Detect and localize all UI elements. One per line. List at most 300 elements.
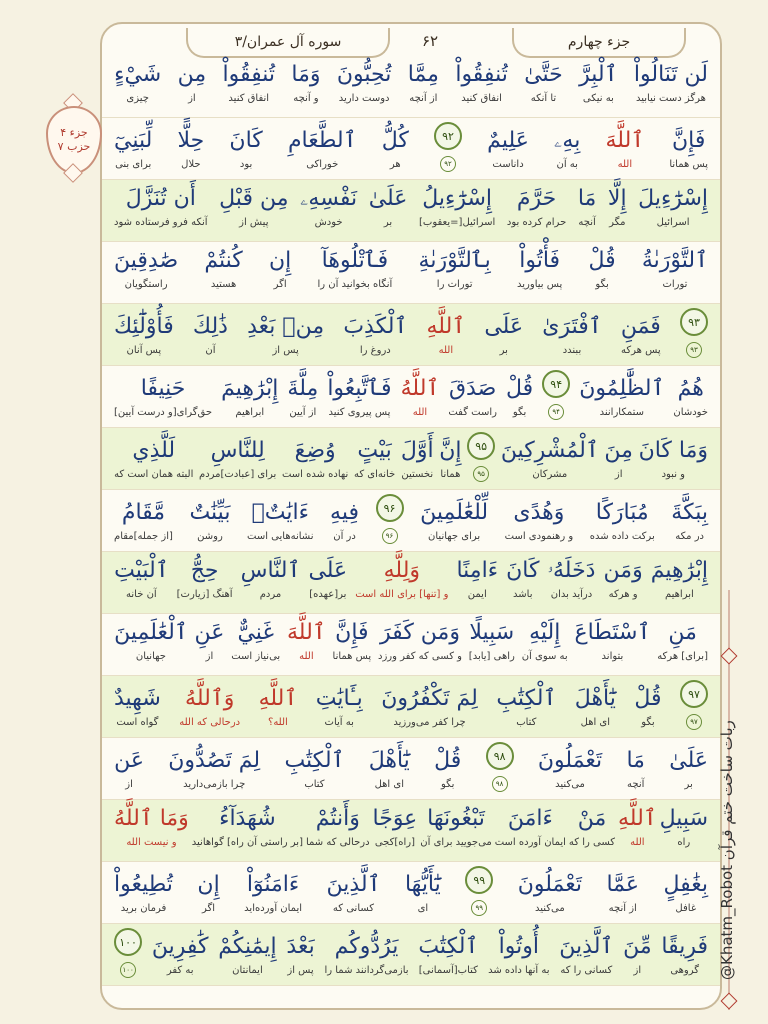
persian-translation: از bbox=[188, 93, 196, 104]
word bbox=[333, 618, 372, 664]
verse-number-small: ۹۴ bbox=[548, 404, 564, 420]
word bbox=[114, 870, 173, 916]
line-words bbox=[114, 494, 708, 544]
persian-translation: نخستین bbox=[401, 469, 434, 480]
arabic-word: إِبْرَٰهِيمَ bbox=[650, 558, 708, 583]
persian-translation: بگو bbox=[641, 717, 655, 728]
line-words bbox=[114, 432, 708, 482]
persian-translation: گواه است bbox=[116, 717, 159, 728]
arabic-word: وَمَا ٱللَّهُ bbox=[114, 806, 189, 831]
arabic-word: لِّبَنِيٓ bbox=[114, 128, 153, 153]
persian-translation: مردم bbox=[259, 589, 282, 600]
arabic-word: وَمَن bbox=[603, 558, 643, 583]
arabic-word: يَرُدُّوكُم bbox=[334, 934, 399, 959]
quran-line bbox=[102, 118, 720, 180]
arabic-word: فَٱتَّبِعُواْ bbox=[327, 376, 392, 401]
word bbox=[608, 184, 627, 230]
arabic-word: إِلَّا bbox=[607, 186, 627, 211]
arabic-word: أَن تُنَزَّلَ bbox=[125, 186, 196, 211]
word bbox=[221, 374, 278, 420]
word bbox=[419, 246, 491, 292]
verse-number-small: ۱۰۰ bbox=[120, 962, 136, 978]
arabic-word: ٱللَّهُ bbox=[400, 376, 440, 401]
word bbox=[177, 556, 233, 602]
persian-translation: در مکه bbox=[675, 531, 704, 542]
persian-translation: آنکه فرو فرستاده شود bbox=[114, 217, 208, 228]
word bbox=[590, 498, 655, 544]
persian-translation: [برای] هرکه bbox=[657, 651, 708, 662]
arabic-word: ذَٰلِكَ bbox=[192, 314, 228, 339]
arabic-word: ٱلظَّٰلِمُونَ bbox=[579, 376, 665, 401]
word bbox=[197, 870, 219, 916]
arabic-word: ٱفْتَرَىٰ bbox=[542, 314, 602, 339]
word bbox=[518, 870, 582, 916]
word bbox=[579, 60, 617, 106]
word bbox=[638, 184, 708, 230]
word bbox=[524, 60, 563, 106]
verse-number-marker bbox=[434, 122, 462, 172]
arabic-word: حَرَّمَ bbox=[516, 186, 557, 211]
word bbox=[308, 556, 347, 602]
arabic-word: وُضِعَ bbox=[294, 438, 336, 463]
arabic-word: فَٱتْلُوهَآ bbox=[321, 248, 389, 273]
quran-line bbox=[102, 924, 720, 986]
surah-title: سوره آل عمران/۳ bbox=[186, 28, 390, 58]
arabic-word: قُلْ bbox=[634, 686, 662, 711]
persian-translation: و نبود bbox=[661, 469, 685, 480]
arabic-word: وَهُدًى bbox=[513, 500, 565, 525]
quran-line bbox=[102, 862, 720, 924]
badge-juz: جزء ۴ bbox=[60, 126, 88, 139]
word bbox=[639, 436, 708, 482]
ornament-diamond-icon bbox=[721, 648, 738, 665]
persian-translation: همانا bbox=[440, 469, 461, 480]
word bbox=[673, 374, 708, 420]
line-words bbox=[114, 866, 708, 916]
persian-translation: کسانی را که bbox=[560, 965, 613, 976]
persian-translation: دوست دارید bbox=[338, 93, 390, 104]
arabic-word: تُنفِقُواْ bbox=[455, 62, 508, 87]
arabic-word: ءَامِنًا bbox=[456, 558, 499, 583]
word bbox=[401, 436, 434, 482]
persian-translation: بر bbox=[499, 345, 508, 356]
verse-number-marker bbox=[467, 432, 495, 482]
word bbox=[114, 804, 189, 850]
word bbox=[657, 618, 708, 664]
word bbox=[231, 618, 280, 664]
word bbox=[506, 556, 539, 602]
word bbox=[606, 870, 639, 916]
persian-translation: می‌کنید bbox=[555, 779, 585, 790]
persian-translation: الله bbox=[412, 407, 428, 418]
persian-translation: خودش bbox=[314, 217, 343, 228]
arabic-word: ءَامَنُوٓاْ bbox=[246, 872, 300, 897]
arabic-word: مِلَّةَ bbox=[287, 376, 319, 401]
arabic-word: ٱسْتَطَاعَ bbox=[574, 620, 651, 645]
arabic-word: لِمَ تَكْفُرُونَ bbox=[381, 686, 478, 711]
arabic-word: مِن قَبْلِ bbox=[219, 186, 289, 211]
persian-translation: هستید bbox=[210, 279, 237, 290]
word bbox=[287, 374, 318, 420]
word bbox=[114, 556, 168, 602]
word bbox=[420, 804, 491, 850]
word bbox=[223, 60, 276, 106]
verse-number: ۹۲ bbox=[434, 122, 462, 150]
word bbox=[578, 184, 597, 230]
persian-translation: و هرکه bbox=[608, 589, 638, 600]
word bbox=[569, 804, 615, 850]
persian-translation: راه bbox=[677, 837, 691, 848]
page-header bbox=[100, 22, 722, 60]
verse-number-marker bbox=[465, 866, 493, 916]
arabic-word: لَلَّذِي bbox=[132, 438, 176, 463]
arabic-word: يَٰٓأَهْلَ bbox=[368, 748, 410, 773]
persian-translation: خوراکی bbox=[306, 159, 339, 170]
arabic-word: عَلَى bbox=[484, 314, 524, 339]
persian-translation: نشانه‌هایی است bbox=[247, 531, 314, 542]
arabic-word: ٱلتَّوْرَىٰةُ bbox=[641, 248, 708, 273]
persian-translation: ببندد bbox=[562, 345, 582, 356]
arabic-word: كَٰفِرِينَ bbox=[151, 934, 209, 959]
arabic-word: شُهَدَآءُ bbox=[219, 806, 276, 831]
arabic-word: سَبِيلًا bbox=[469, 620, 515, 645]
word bbox=[487, 126, 529, 172]
persian-translation: اگر bbox=[273, 279, 287, 290]
persian-translation: چرا بازمی‌دارید bbox=[183, 779, 246, 790]
persian-translation: مگر bbox=[609, 217, 626, 228]
persian-translation: پس از bbox=[272, 345, 299, 356]
persian-translation: و رهنمودی است bbox=[504, 531, 574, 542]
arabic-word: ٱلْعَٰلَمِينَ bbox=[114, 620, 188, 645]
arabic-word: ٱلْكِتَٰبِ bbox=[496, 686, 557, 711]
persian-translation: و آنچه bbox=[293, 93, 319, 104]
persian-translation: داناست bbox=[492, 159, 524, 170]
word bbox=[538, 746, 602, 792]
word bbox=[218, 932, 276, 978]
arabic-word: مِنَ bbox=[604, 438, 633, 463]
persian-translation: الله bbox=[299, 651, 314, 662]
persian-translation: حق‌گرای[و درست آیین] bbox=[114, 407, 213, 418]
line-words bbox=[114, 680, 708, 730]
word bbox=[189, 498, 230, 544]
arabic-word: شَيْءٍ bbox=[114, 62, 162, 87]
persian-translation: از bbox=[633, 965, 642, 976]
word bbox=[204, 246, 242, 292]
verse-number: ۹۹ bbox=[465, 866, 493, 894]
line-words bbox=[114, 556, 708, 602]
arabic-word: لَن تَنَالُواْ bbox=[633, 62, 708, 87]
watermark bbox=[700, 720, 740, 980]
arabic-word: وَمَن كَفَرَ bbox=[380, 620, 460, 645]
quran-line bbox=[102, 428, 720, 490]
arabic-word: ٱلْكِتَٰبِ bbox=[284, 748, 345, 773]
line-words bbox=[114, 928, 708, 978]
word bbox=[330, 498, 359, 544]
word bbox=[114, 618, 188, 664]
word bbox=[324, 932, 408, 978]
persian-translation: ایمانتان bbox=[232, 965, 263, 976]
persian-translation: بر[عهده] bbox=[309, 589, 347, 600]
persian-translation: کتاب bbox=[304, 779, 325, 790]
verse-number: ۹۳ bbox=[680, 308, 708, 336]
persian-translation: پس بیاورید bbox=[517, 279, 563, 290]
quran-line bbox=[102, 800, 720, 862]
verse-number-small: ۹۷ bbox=[686, 714, 702, 730]
word bbox=[114, 60, 161, 106]
word bbox=[522, 618, 568, 664]
arabic-word: ٱللَّهَ bbox=[287, 620, 326, 645]
arabic-word: أَوَّلَ bbox=[400, 438, 434, 463]
persian-translation: کسی را که bbox=[568, 837, 616, 848]
persian-translation: برای [عبادت]مردم bbox=[199, 469, 277, 480]
verse-number-small: ۹۹ bbox=[471, 900, 487, 916]
word bbox=[488, 932, 549, 978]
word bbox=[575, 684, 616, 730]
persian-translation: درحالی که الله bbox=[179, 717, 241, 728]
word bbox=[419, 184, 495, 230]
word bbox=[618, 804, 657, 850]
arabic-word: قُلْ bbox=[434, 748, 462, 773]
arabic-word: مِنۢ بَعْدِ bbox=[247, 314, 325, 339]
arabic-word: مَنْ bbox=[577, 806, 607, 831]
arabic-word: مِمَّا bbox=[407, 62, 439, 87]
word bbox=[651, 556, 708, 602]
arabic-word: ٱلْبَيْتِ bbox=[114, 558, 169, 583]
persian-translation: ای bbox=[417, 903, 429, 914]
word bbox=[642, 246, 708, 292]
arabic-word: لِلنَّاسِ bbox=[210, 438, 265, 463]
arabic-word: إِبْرَٰهِيمَ bbox=[221, 376, 279, 401]
arabic-word: حَتَّىٰ bbox=[524, 62, 563, 87]
arabic-word: ٱلنَّاسِ bbox=[240, 558, 301, 583]
word bbox=[354, 436, 395, 482]
arabic-word: فَرِيقًا bbox=[661, 934, 708, 959]
arabic-word: كُلُّ bbox=[381, 128, 409, 153]
persian-translation: انفاق کنید bbox=[461, 93, 502, 104]
persian-translation: اگر bbox=[202, 903, 216, 914]
persian-translation: بود bbox=[239, 159, 253, 170]
word bbox=[405, 870, 441, 916]
persian-translation: حرام کرده بود bbox=[506, 217, 567, 228]
word bbox=[626, 746, 645, 792]
quran-line bbox=[102, 56, 720, 118]
word bbox=[192, 804, 303, 850]
persian-translation: از آنچه bbox=[409, 93, 438, 104]
arabic-word: تَعْمَلُونَ bbox=[517, 872, 582, 897]
arabic-word: تُطِيعُواْ bbox=[114, 872, 173, 897]
persian-translation: کسانی که bbox=[332, 903, 375, 914]
persian-translation: راستگویان bbox=[124, 279, 168, 290]
word bbox=[316, 684, 363, 730]
persian-translation: بر bbox=[684, 779, 693, 790]
arabic-word: عِوَجًا bbox=[372, 806, 418, 831]
arabic-word: بَعْدَ bbox=[286, 934, 315, 959]
arabic-word: تَعْمَلُونَ bbox=[537, 748, 603, 773]
persian-translation: از bbox=[125, 779, 133, 790]
verse-number: ۹۴ bbox=[542, 370, 570, 398]
word bbox=[373, 804, 418, 850]
word bbox=[195, 618, 225, 664]
page-number: ۶۲ bbox=[421, 32, 439, 50]
arabic-word: عَلَىٰ bbox=[368, 186, 408, 211]
word bbox=[355, 556, 448, 602]
arabic-word: بَيِّنَٰتٌ bbox=[189, 500, 231, 525]
persian-translation: [از جمله]مقام bbox=[114, 531, 173, 542]
word bbox=[288, 126, 357, 172]
word bbox=[669, 126, 708, 172]
word bbox=[401, 374, 440, 420]
word bbox=[484, 312, 523, 358]
word bbox=[408, 60, 439, 106]
persian-translation: البته همان است که bbox=[114, 469, 194, 480]
word bbox=[247, 312, 324, 358]
persian-translation: از bbox=[205, 651, 214, 662]
quran-line bbox=[102, 304, 720, 366]
persian-translation: درآید بدان bbox=[550, 589, 593, 600]
persian-translation: الله؟ bbox=[268, 717, 288, 728]
persian-translation: اسرائیل bbox=[656, 217, 690, 228]
persian-translation: ستمکارانند bbox=[599, 407, 645, 418]
persian-translation: و [تنها] برای الله است bbox=[355, 589, 449, 600]
arabic-word: ٱلْكِتَٰبَ bbox=[418, 934, 479, 959]
word bbox=[623, 932, 652, 978]
persian-translation: بازمی‌گردانند شما را bbox=[324, 965, 409, 976]
persian-translation: تورات را bbox=[436, 279, 473, 290]
persian-translation: جهانیان bbox=[135, 651, 166, 662]
word bbox=[588, 246, 615, 292]
word bbox=[291, 60, 320, 106]
arabic-word: ٱلْبِرَّ bbox=[579, 62, 618, 87]
persian-translation: تا آنکه bbox=[530, 93, 557, 104]
watermark-text: @Khatm_Robot ربات ساخت ختم قرآن bbox=[718, 720, 736, 980]
arabic-word: غَنِيٌّ bbox=[237, 620, 274, 645]
persian-translation: غافل bbox=[675, 903, 697, 914]
arabic-word: عَنِ bbox=[194, 620, 225, 645]
persian-translation: نهاده شده است bbox=[281, 469, 349, 480]
arabic-word: ٱلَّذِينَ bbox=[326, 872, 381, 897]
word bbox=[369, 746, 410, 792]
word bbox=[559, 932, 613, 978]
word bbox=[671, 498, 708, 544]
persian-translation: حلال bbox=[181, 159, 201, 170]
persian-translation: هرگز دست نیابید bbox=[635, 93, 706, 104]
arabic-word: إِيمَٰنِكُمْ bbox=[218, 934, 277, 959]
arabic-word: إِن bbox=[197, 872, 220, 897]
word bbox=[114, 246, 178, 292]
word bbox=[448, 374, 497, 420]
word bbox=[496, 684, 556, 730]
verse-number-small: ۹۳ bbox=[686, 342, 702, 358]
word bbox=[193, 312, 228, 358]
word bbox=[114, 126, 152, 172]
arabic-word: إِسْرَٰٓءِيلُ bbox=[422, 186, 493, 211]
arabic-word: دَخَلَهُۥ bbox=[547, 558, 596, 583]
line-words bbox=[114, 246, 708, 292]
word bbox=[114, 184, 208, 230]
persian-translation: برای جهانیان bbox=[428, 531, 481, 542]
persian-translation: پس از bbox=[287, 965, 314, 976]
arabic-word: ٱللَّهِ bbox=[258, 686, 298, 711]
word bbox=[542, 312, 601, 358]
persian-translation: خودشان bbox=[673, 407, 708, 418]
persian-translation: اسرائیل[=یعقوب] bbox=[419, 217, 496, 228]
ornament-diamond-icon bbox=[721, 993, 738, 1010]
persian-translation: الله bbox=[630, 837, 645, 848]
persian-translation: فرمان برید bbox=[120, 903, 167, 914]
arabic-word: فِيهِ bbox=[330, 500, 359, 525]
persian-translation: در آن bbox=[333, 531, 356, 542]
word bbox=[517, 246, 562, 292]
verse-number-small: ۹۸ bbox=[492, 776, 508, 792]
quran-line bbox=[102, 676, 720, 738]
arabic-word: مُبَارَكًا bbox=[595, 500, 649, 525]
verse-number-small: ۹۵ bbox=[473, 466, 489, 482]
line-words bbox=[114, 184, 708, 230]
word bbox=[378, 618, 462, 664]
word bbox=[604, 556, 643, 602]
word bbox=[455, 60, 508, 106]
arabic-word: يَٰٓأَهْلَ bbox=[574, 686, 616, 711]
word bbox=[501, 436, 599, 482]
persian-translation: ابراهیم bbox=[235, 407, 265, 418]
persian-translation: [بر راستی آن راه] گواهانید bbox=[191, 837, 303, 848]
persian-translation: آنچه bbox=[578, 217, 596, 228]
arabic-word: إِلَيْهِ bbox=[529, 620, 561, 645]
persian-translation: به آنها داده شد bbox=[488, 965, 550, 976]
persian-translation: کتاب[آسمانی] bbox=[418, 965, 478, 976]
persian-translation: آن bbox=[205, 345, 216, 356]
word bbox=[369, 184, 408, 230]
verse-number-marker bbox=[376, 494, 404, 544]
arabic-word: فَأُوْلَٰٓئِكَ bbox=[114, 314, 174, 339]
word bbox=[634, 684, 661, 730]
arabic-word: مَّقَامُ bbox=[121, 500, 166, 525]
arabic-word: ٱللَّهِ bbox=[426, 314, 466, 339]
persian-translation: آنچه bbox=[627, 779, 645, 790]
word bbox=[317, 246, 392, 292]
quran-line bbox=[102, 552, 720, 614]
persian-translation: کتاب bbox=[516, 717, 537, 728]
arabic-word: عَن bbox=[114, 748, 144, 773]
quran-line bbox=[102, 490, 720, 552]
persian-translation: بر bbox=[383, 217, 393, 228]
persian-translation: ای اهل bbox=[374, 779, 404, 790]
arabic-word: وَمَا bbox=[291, 62, 321, 87]
word bbox=[456, 556, 498, 602]
line-words bbox=[114, 370, 708, 420]
line-words bbox=[114, 618, 708, 664]
arabic-word: إِن bbox=[268, 248, 292, 273]
arabic-word: حِجُّ bbox=[190, 558, 219, 583]
arabic-word: ٱلْمُشْرِكِينَ bbox=[500, 438, 599, 463]
persian-translation: می‌کنید bbox=[534, 903, 565, 914]
arabic-word: عَلَىٰ bbox=[669, 748, 708, 773]
word bbox=[114, 374, 212, 420]
arabic-word: تَبْغُونَهَا bbox=[427, 806, 485, 831]
persian-translation: الله bbox=[438, 345, 454, 356]
arabic-word: يَٰٓأَيُّهَا bbox=[404, 872, 441, 897]
word bbox=[114, 746, 144, 792]
arabic-word: ءَايَٰتٌۢ bbox=[251, 500, 309, 525]
persian-translation: راهی [یابد] bbox=[468, 651, 515, 662]
arabic-word: لِمَ تَصُدُّونَ bbox=[168, 748, 261, 773]
persian-translation: بگو bbox=[440, 779, 455, 790]
quran-lines bbox=[102, 56, 720, 986]
arabic-word: ءَامَنَ bbox=[507, 806, 553, 831]
persian-translation: به آن bbox=[556, 159, 578, 170]
word bbox=[634, 60, 708, 106]
word bbox=[337, 60, 391, 106]
